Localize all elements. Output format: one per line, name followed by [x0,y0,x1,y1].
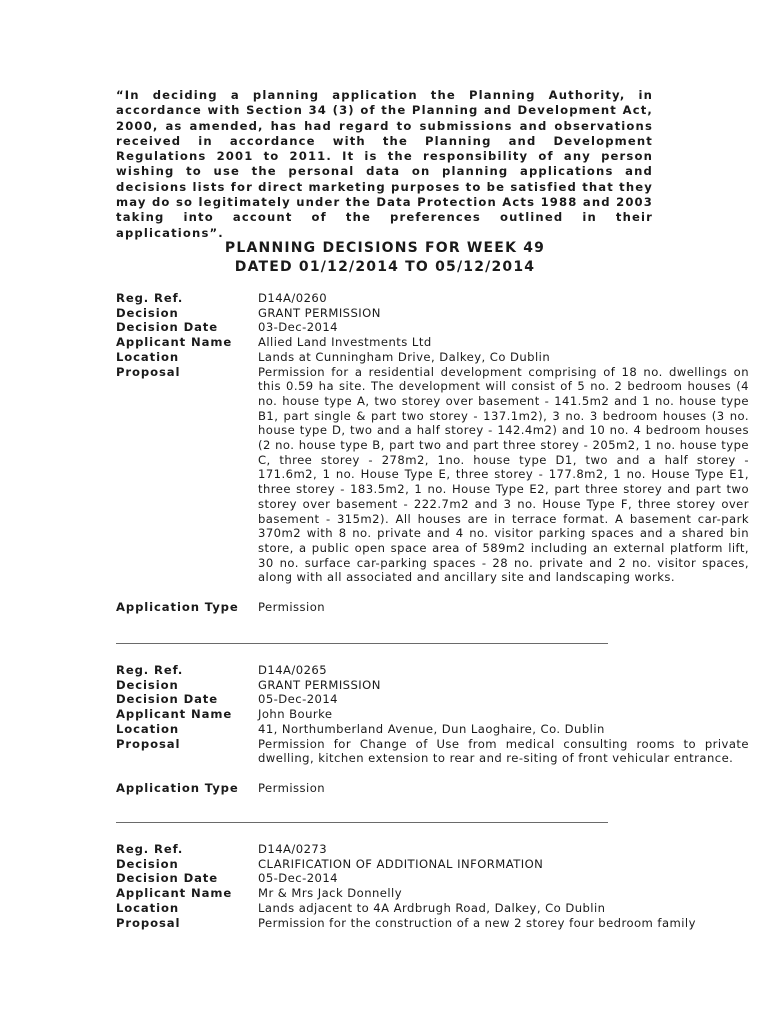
record-row-decision-date [116,320,756,335]
page-title: PLANNING DECISIONS FOR WEEK 49 [224,240,546,256]
reg-ref-value: D14A/0273 [258,842,328,856]
record-row-applicant [116,335,756,350]
proposal-label: Proposal [116,364,181,379]
location-label: Location [116,721,179,736]
applicant-name-label: Applicant Name [116,707,233,722]
decision-date-value: 03-Dec-2014 [258,320,339,335]
decision-label: Decision [116,856,179,871]
planning-record [116,842,756,930]
decision-date-value: 05-Dec-2014 [258,871,339,886]
proposal-value: Permission for a residential development comprising of 18 no. dwellings on this 0.59 ha site. The development will consist of 5 no. 2 bedroom houses (4 no. house type A, two storey over basement - 141.5m2 and 1 no. house type B1, part single & part two storey - 137.1m2), 3 no. 3 bedroom houses (3 no. house type D, two and a half storey - 142.4m2) and 10 no. 4 bedroom houses (2 no. house type B, part two and part three storey - 205m2, 1 no. house type C, three storey - 278m2, 1no. house type D1, two and a half storey - 171.6m2, 1 no. House Type E, three storey - 177.8m2, 1 no. House Type E1, three storey - 183.5m2, 1 no. House Type E2, part three storey and part two storey over basement - 222.7m2 and 3 no. House Type F, three storey over basement - 315m2). All houses are in terrace format. A basement car-park 370m2 with 8 no. private and 4 no. visitor parking spaces and a shared bin store, a public open space area of 589m2 including an external platform lift, 30 no. surface car-parking spaces - 28 no. private and 2 no. visitor spaces, along with all associated and ancillary site and landscaping works. [258,364,749,585]
application-type-value: Permission [258,780,326,795]
record-row-application-type [116,600,756,615]
location-value: Lands at Cunningham Drive, Dalkey, Co Dublin [258,349,551,364]
record-row-location [116,722,756,737]
planning-record [116,291,756,615]
proposal-label: Proposal [116,915,181,930]
location-label: Location [116,900,179,915]
location-value: 41, Northumberland Avenue, Dun Laoghaire, Co. Dublin [258,721,605,736]
record-row-proposal [116,916,756,931]
record-row-decision-date [116,692,756,707]
reg-ref-label: Reg. Ref. [116,842,184,856]
location-label: Location [116,349,179,364]
decision-date-value: 05-Dec-2014 [258,692,339,707]
applicant-name-label: Applicant Name [116,335,233,350]
proposal-label: Proposal [116,736,181,751]
reg-ref-value: D14A/0265 [258,663,328,677]
record-row-reg-ref [116,842,756,857]
record-row-decision-date [116,871,756,886]
location-value: Lands adjacent to 4A Ardbrugh Road, Dalkey, Co Dublin [258,900,606,915]
record-row-decision [116,857,756,872]
applicant-name-value: John Bourke [258,707,333,722]
applicant-name-value: Mr & Mrs Jack Donnelly [258,886,403,901]
application-type-value: Permission [258,600,326,615]
record-row-reg-ref [116,291,756,306]
reg-ref-label: Reg. Ref. [116,663,184,677]
planning-record [116,663,756,796]
record-row-decision [116,678,756,693]
record-row-location [116,901,756,916]
record-separator [116,822,608,823]
decision-value: GRANT PERMISSION [258,677,381,692]
application-type-label: Application Type [116,780,239,795]
record-row-location [116,350,756,365]
record-row-proposal [116,737,756,766]
record-separator [116,643,608,644]
decision-label: Decision [116,305,179,320]
record-row-applicant [116,707,756,722]
proposal-value: Permission for Change of Use from medical consulting rooms to private dwelling, kitchen extension to rear and re-siting of front vehicular entrance. [258,736,749,766]
record-row-applicant [116,886,756,901]
record-row-reg-ref [116,663,756,678]
application-type-label: Application Type [116,600,239,615]
record-row-proposal [116,365,756,586]
applicant-name-label: Applicant Name [116,886,233,901]
record-row-application-type [116,781,756,796]
decision-label: Decision [116,677,179,692]
proposal-value: Permission for the construction of a new 2 storey four bedroom family [258,915,696,930]
data-protection-disclaimer: “In deciding a planning application the Planning Authority, in accordance with Section 34 (3) of the Planning and Development Act, 2000, as amended, has had regard to submissions and observations received in accordance with the Planning and Development Regulations 2001 to 2011. It is the responsibility of any person wishing to use the personal data on planning applications and decisions lists for direct marketing purposes to be satisfied that they may do so legitimately under the Data Protection Acts 1988 and 2003 taking into account of the preferences outlined in their applications”. [116,88,653,240]
page-subtitle-dates: DATED 01/12/2014 TO 05/12/2014 [234,259,536,275]
record-row-decision [116,306,756,321]
reg-ref-value: D14A/0260 [258,291,328,305]
decision-date-label: Decision Date [116,320,219,335]
applicant-name-value: Allied Land Investments Ltd [258,335,432,350]
decision-date-label: Decision Date [116,871,219,886]
decision-value: CLARIFICATION OF ADDITIONAL INFORMATION [258,856,544,871]
reg-ref-label: Reg. Ref. [116,291,184,305]
decision-value: GRANT PERMISSION [258,305,381,320]
decision-date-label: Decision Date [116,692,219,707]
